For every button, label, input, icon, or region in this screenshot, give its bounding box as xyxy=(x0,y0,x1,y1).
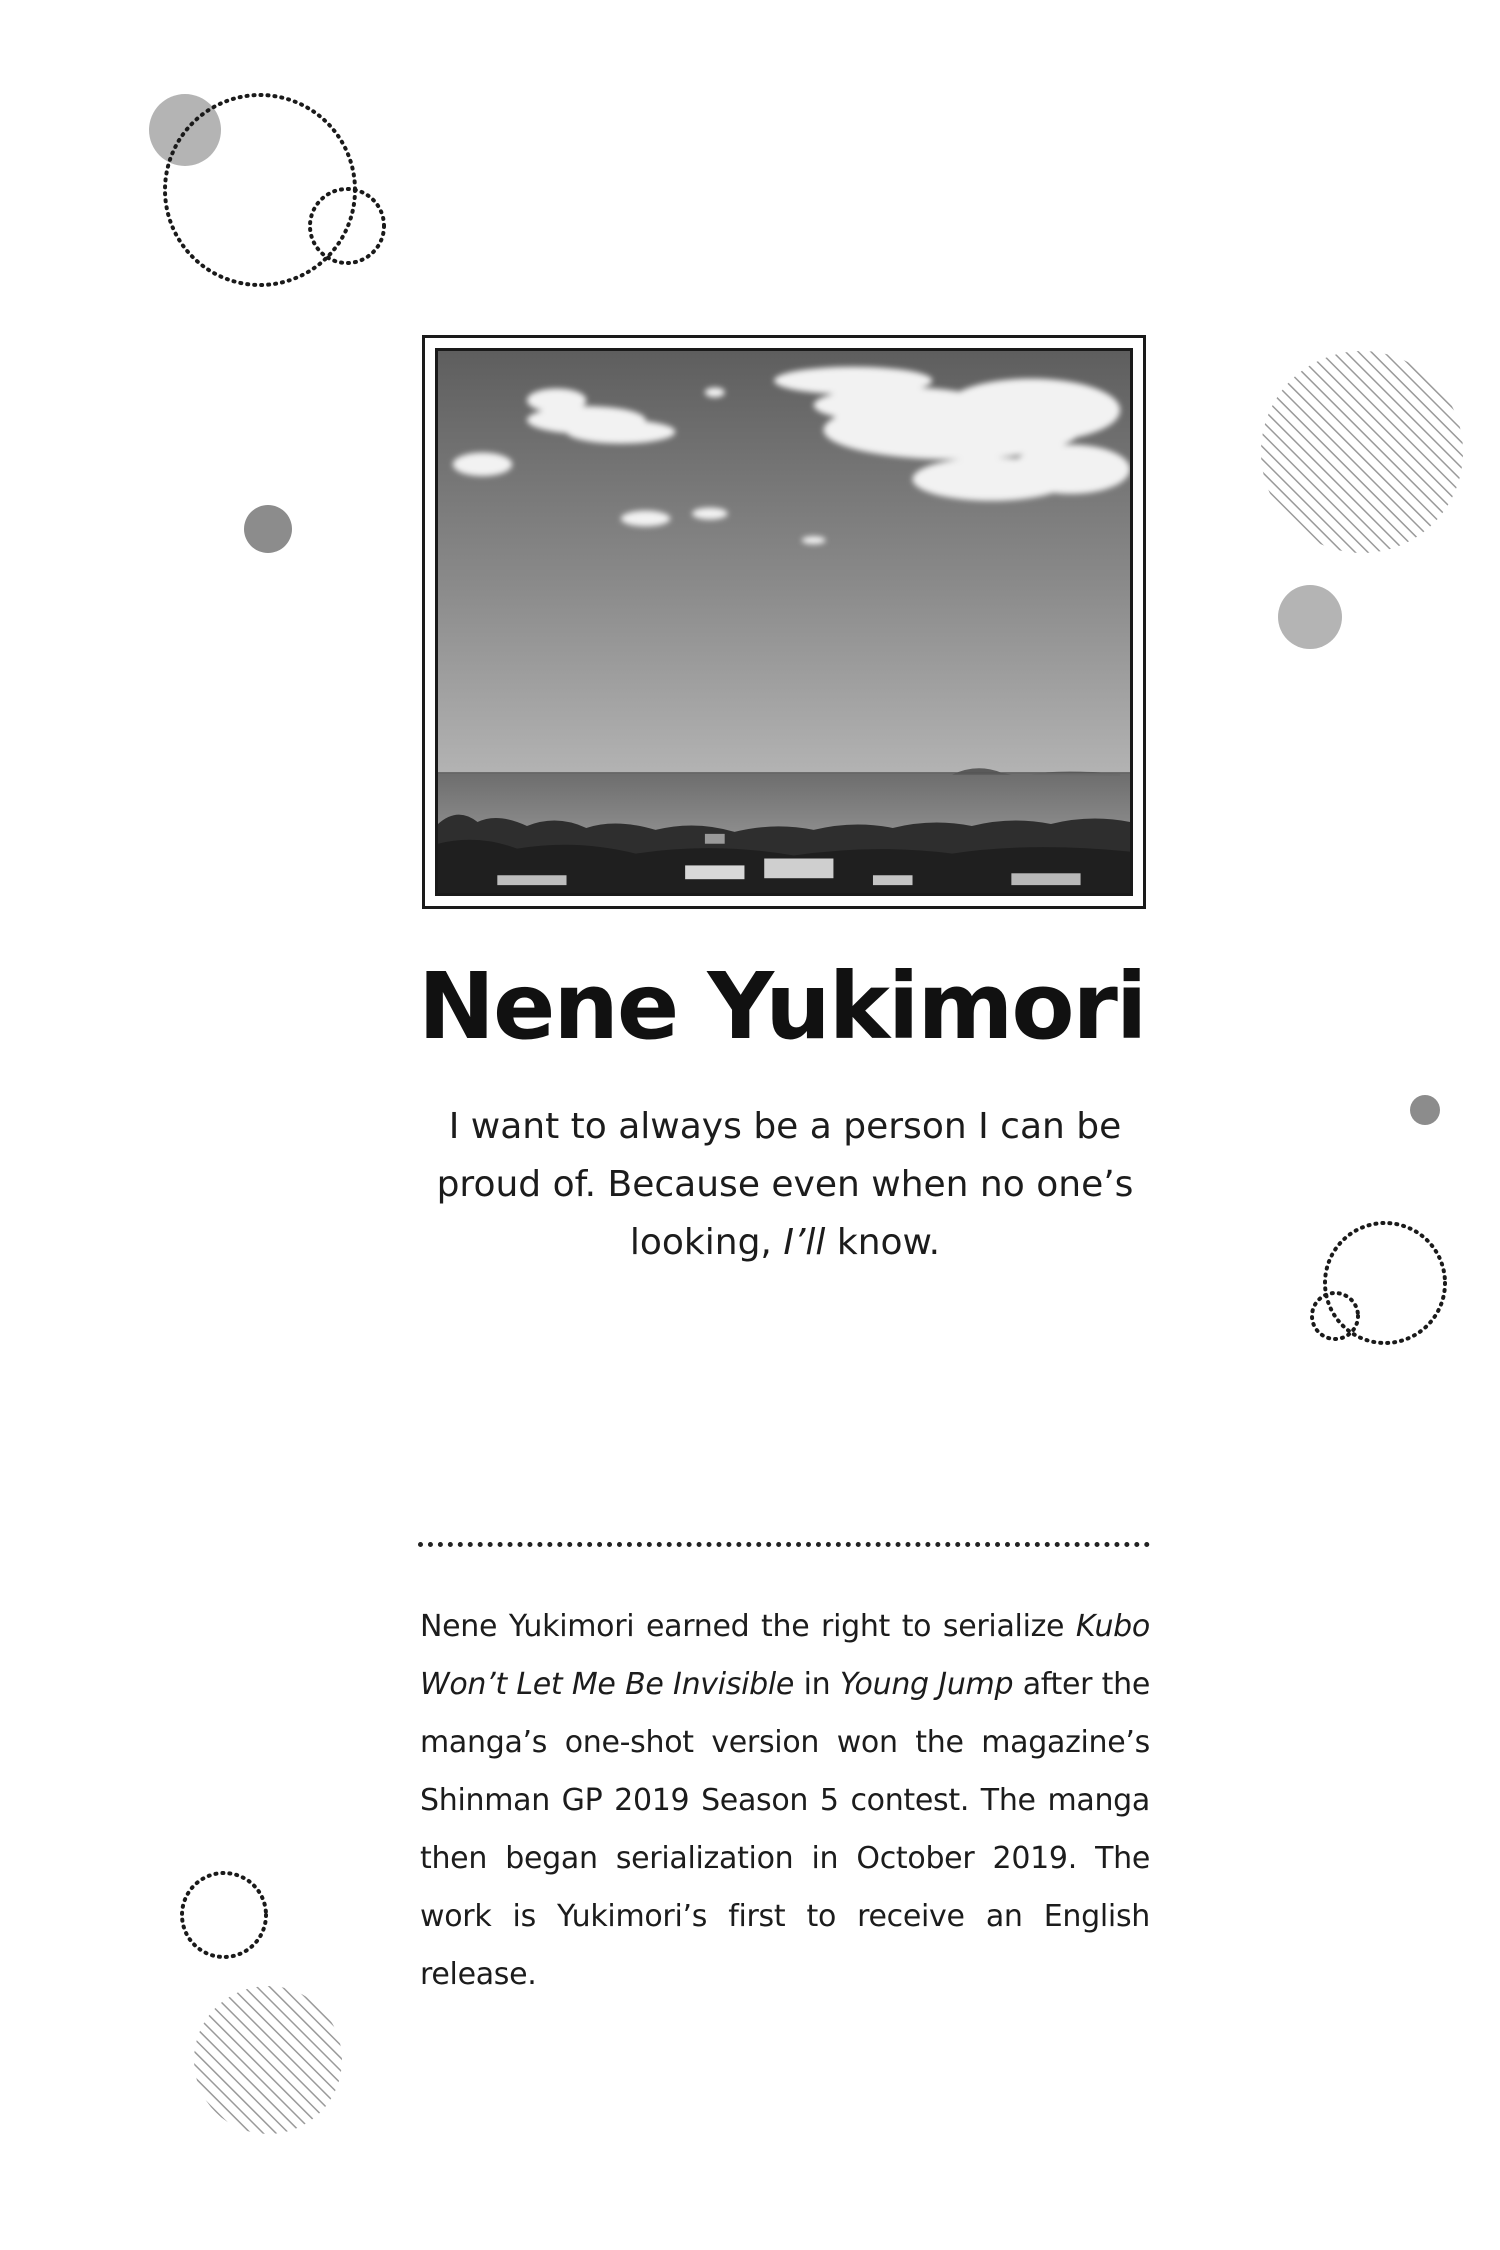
author-name: Nene Yukimori xyxy=(418,953,1146,1060)
bio-manga-title: Kubo Won’t Let Me Be Invisible xyxy=(420,1609,1150,1702)
hatched-circle-decoration xyxy=(194,1986,342,2134)
quote-text-end: know. xyxy=(825,1222,941,1263)
gray-dot-decoration xyxy=(149,94,221,166)
dotted-circle-decoration xyxy=(182,1873,266,1957)
author-bio xyxy=(420,1598,1150,2004)
author-quote xyxy=(420,1098,1150,1272)
bio-magazine-title: Young Jump xyxy=(839,1667,1014,1702)
dotted-divider xyxy=(418,1542,1150,1547)
bio-text: after the manga’s one-shot version won the magazine’s Shinman GP 2019 Season 5 contest. The manga then began serialization in October 2019. The work is Yukimori’s first to receive an English release. xyxy=(420,1667,1151,1992)
dotted-circle-decoration xyxy=(1325,1223,1445,1343)
quote-emphasis: I’ll xyxy=(783,1222,826,1263)
bio-text: Nene Yukimori earned the right to serialize xyxy=(420,1609,1076,1644)
gray-dot-decoration xyxy=(244,505,292,553)
gray-dot-decoration xyxy=(1410,1095,1440,1125)
photo-frame xyxy=(422,335,1146,909)
gray-dot-decoration xyxy=(1278,585,1342,649)
quote-text: I want to always be a person I can be proud of. Because even when no one’s looking, xyxy=(436,1106,1134,1263)
hatched-circle-decoration xyxy=(1261,351,1463,553)
landscape-photo xyxy=(435,348,1133,896)
bio-text: in xyxy=(794,1667,840,1702)
